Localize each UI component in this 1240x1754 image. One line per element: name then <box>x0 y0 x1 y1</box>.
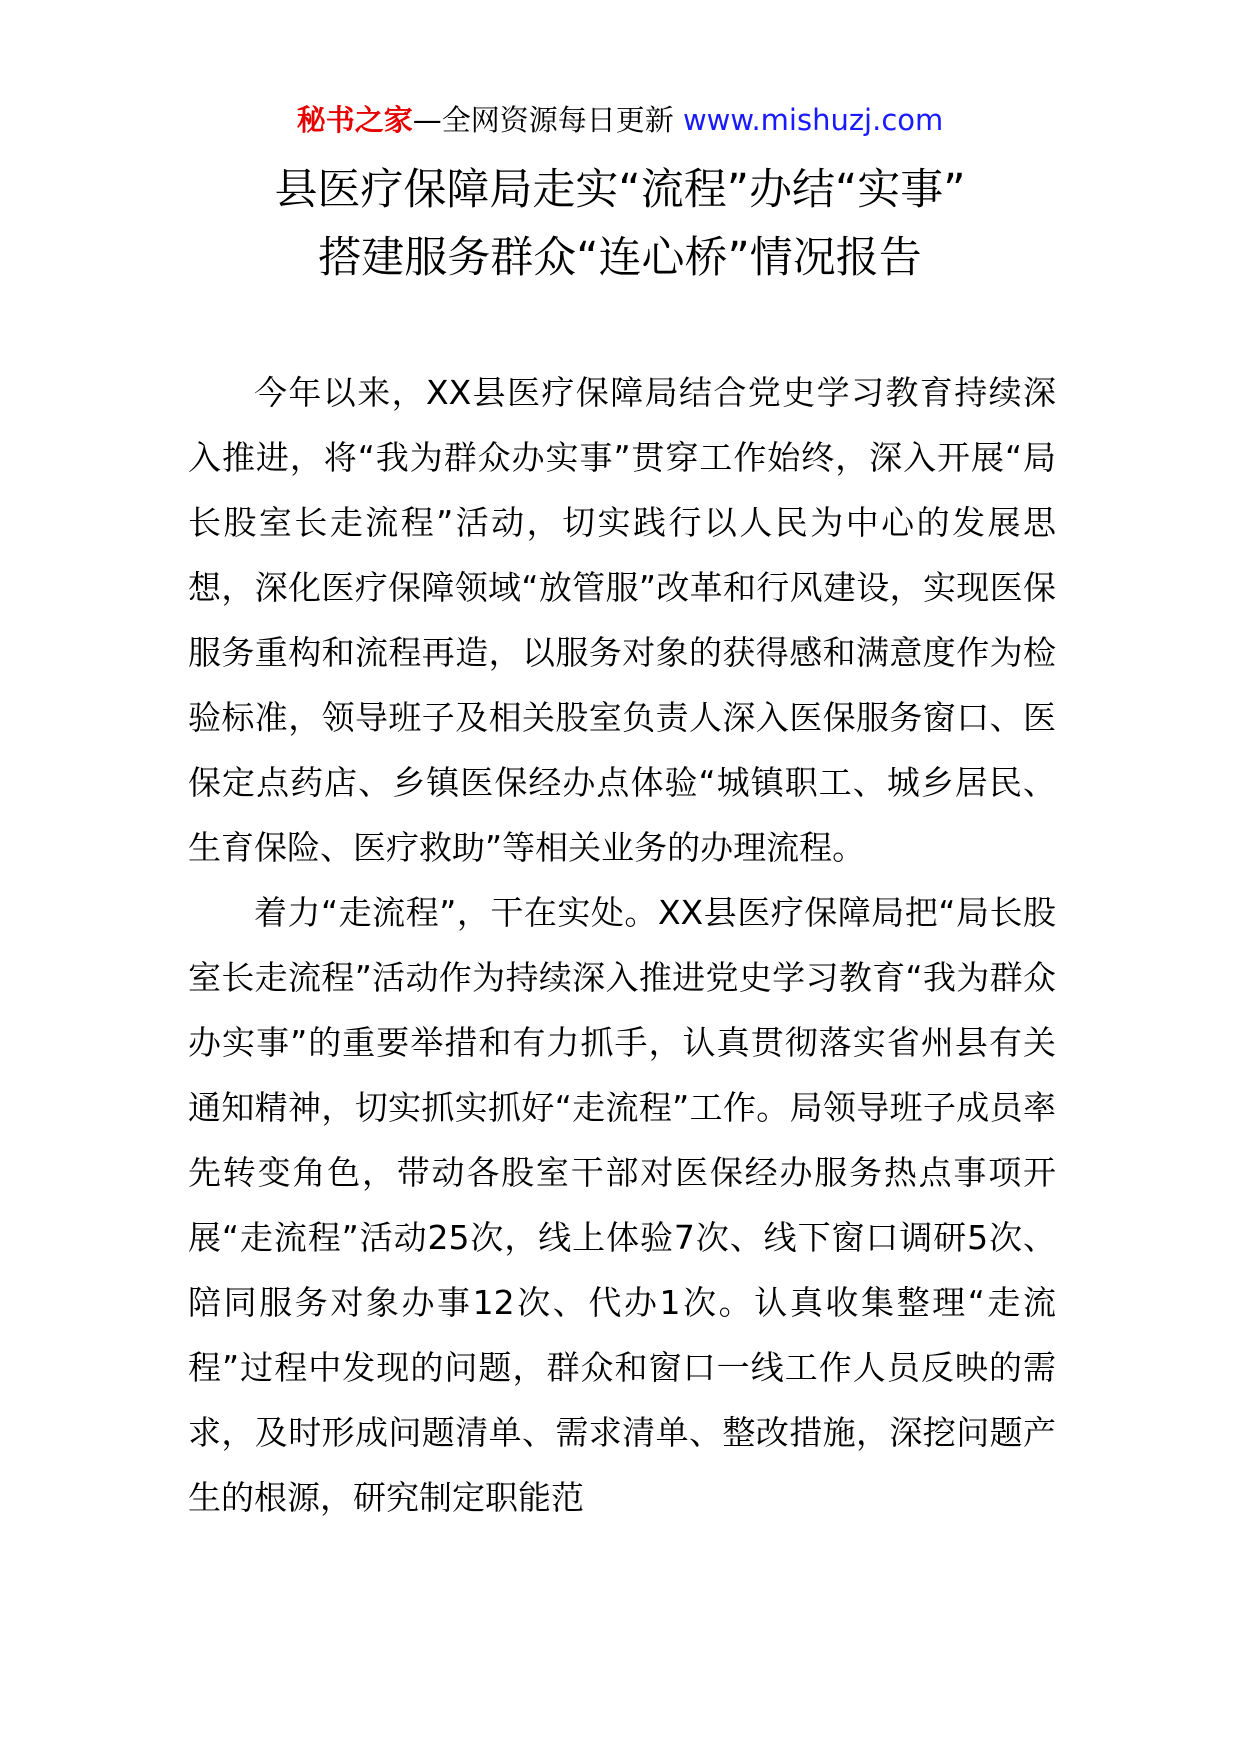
site-url[interactable]: www.mishuzj.com <box>682 103 944 137</box>
body-paragraph: 着力“走流程”，干在实处。XX县医疗保障局把“局长股室长走流程”活动作为持续深入推进党史学习教育“我为群众办实事”的重要举措和有力抓手，认真贯彻落实省州县有关通知精神，切实抓实抓好“走流程”工作。局领导班子成员率先转变角色，带动各股室干部对医保经办服务热点事项开展“走流程”活动25次，线上体验7次、线下窗口调研5次、陪同服务对象办事12次、代办1次。认真收集整理“走流程”过程中发现的问题，群众和窗口一线工作人员反映的需求，及时形成问题清单、需求清单、整改措施，深挖问题产生的根源，研究制定职能范 <box>188 893 1056 1517</box>
document-title-line-2: 搭建服务群众“连心桥”情况报告 <box>318 233 922 283</box>
document-body <box>188 360 1056 1530</box>
body-paragraph: 今年以来，XX县医疗保障局结合党史学习教育持续深入推进，将“我为群众办实事”贯穿工作始终，深入开展“局长股室长走流程”活动，切实践行以人民为中心的发展思想，深化医疗保障领域“放管服”改革和行风建设，实现医保服务重构和流程再造，以服务对象的获得感和满意度作为检验标准，领导班子及相关股室负责人深入医保服务窗口、医保定点药店、乡镇医保经办点体验“城镇职工、城乡居民、生育保险、医疗救助”等相关业务的办理流程。 <box>188 373 1056 867</box>
document-title-line-1: 县医疗保障局走实“流程”办结“实事” <box>274 165 966 215</box>
site-tagline: —全网资源每日更新 <box>412 103 683 137</box>
site-header <box>0 100 1240 140</box>
site-brand: 秘书之家 <box>296 103 413 137</box>
